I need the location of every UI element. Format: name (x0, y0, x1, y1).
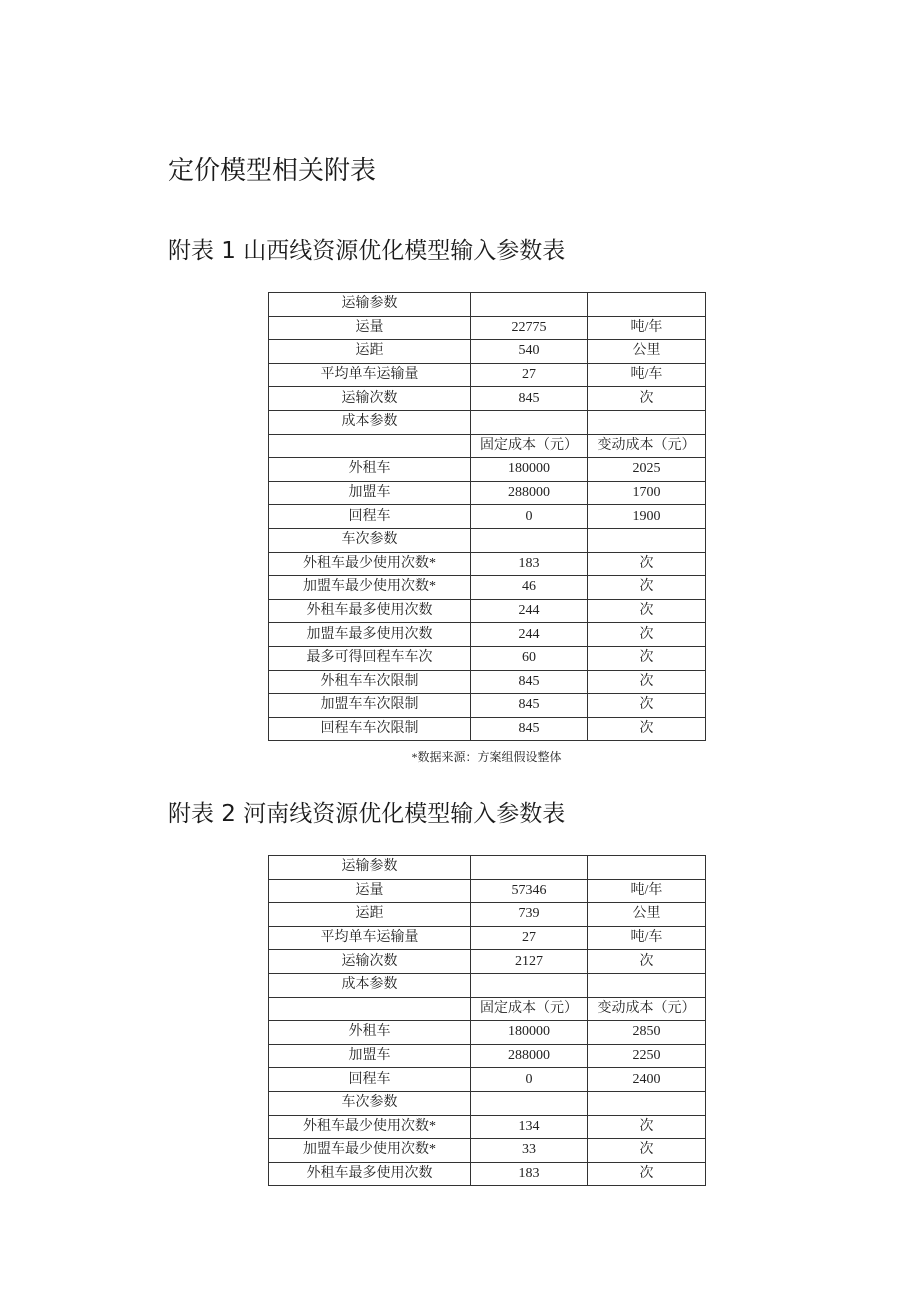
table-row (269, 576, 706, 600)
parameter-name-cell: 回程车 (269, 1068, 471, 1092)
unit-cell (588, 293, 706, 317)
value-cell: 27 (471, 926, 588, 950)
table-row (269, 623, 706, 647)
table-row (269, 505, 706, 529)
table-row (269, 528, 706, 552)
table-row (269, 694, 706, 718)
table-row (269, 1139, 706, 1163)
table-2-title: 附表 2 河南线资源优化模型输入参数表 (168, 801, 566, 827)
parameter-name-cell: 外租车 (269, 458, 471, 482)
parameter-name-cell: 运输参数 (269, 856, 471, 880)
unit-cell: 吨/年 (588, 316, 706, 340)
table-row (269, 552, 706, 576)
parameter-name-cell: 运输次数 (269, 950, 471, 974)
unit-cell: 次 (588, 387, 706, 411)
parameter-name-cell: 运距 (269, 903, 471, 927)
parameter-name-cell: 外租车车次限制 (269, 670, 471, 694)
table-row (269, 1162, 706, 1186)
unit-cell: 次 (588, 1139, 706, 1163)
parameter-name-cell (269, 997, 471, 1021)
value-cell: 288000 (471, 481, 588, 505)
value-cell: 0 (471, 1068, 588, 1092)
unit-cell: 次 (588, 623, 706, 647)
parameter-name-cell: 加盟车最多使用次数 (269, 623, 471, 647)
value-cell: 33 (471, 1139, 588, 1163)
table-row (269, 458, 706, 482)
table-row (269, 997, 706, 1021)
table-row (269, 363, 706, 387)
parameter-name-cell: 运量 (269, 316, 471, 340)
table-row (269, 1021, 706, 1045)
unit-cell: 次 (588, 670, 706, 694)
parameter-name-cell: 外租车最少使用次数* (269, 552, 471, 576)
parameter-name-cell: 加盟车 (269, 481, 471, 505)
value-cell: 845 (471, 717, 588, 741)
table-row (269, 599, 706, 623)
unit-cell: 2250 (588, 1044, 706, 1068)
table-row (269, 1115, 706, 1139)
value-cell (471, 973, 588, 997)
unit-cell: 吨/年 (588, 879, 706, 903)
table-row (269, 973, 706, 997)
value-cell: 845 (471, 694, 588, 718)
value-cell: 46 (471, 576, 588, 600)
value-cell: 134 (471, 1115, 588, 1139)
unit-cell: 变动成本（元） (588, 434, 706, 458)
table-row (269, 1091, 706, 1115)
unit-cell: 次 (588, 646, 706, 670)
value-cell (471, 528, 588, 552)
table-row (269, 879, 706, 903)
parameter-name-cell: 最多可得回程车车次 (269, 646, 471, 670)
unit-cell: 次 (588, 576, 706, 600)
parameter-name-cell: 平均单车运输量 (269, 363, 471, 387)
unit-cell: 吨/车 (588, 363, 706, 387)
parameter-name-cell: 加盟车最少使用次数* (269, 1139, 471, 1163)
table-row (269, 670, 706, 694)
henan-parameter-table (268, 855, 706, 1186)
unit-cell: 次 (588, 717, 706, 741)
parameter-name-cell: 成本参数 (269, 410, 471, 434)
table-row (269, 646, 706, 670)
unit-cell: 次 (588, 1162, 706, 1186)
value-cell: 540 (471, 340, 588, 364)
value-cell: 244 (471, 599, 588, 623)
unit-cell: 吨/车 (588, 926, 706, 950)
table-row (269, 481, 706, 505)
unit-cell: 公里 (588, 903, 706, 927)
unit-cell: 变动成本（元） (588, 997, 706, 1021)
unit-cell (588, 856, 706, 880)
table-row (269, 434, 706, 458)
unit-cell: 次 (588, 1115, 706, 1139)
parameter-name-cell: 运输参数 (269, 293, 471, 317)
page-title: 定价模型相关附表 (168, 156, 377, 186)
shanxi-parameter-table (268, 292, 706, 741)
unit-cell: 2025 (588, 458, 706, 482)
table-row (269, 717, 706, 741)
table-row (269, 410, 706, 434)
parameter-name-cell: 平均单车运输量 (269, 926, 471, 950)
value-cell: 845 (471, 670, 588, 694)
value-cell: 60 (471, 646, 588, 670)
parameter-name-cell: 回程车 (269, 505, 471, 529)
unit-cell: 次 (588, 694, 706, 718)
unit-cell (588, 410, 706, 434)
parameter-name-cell: 运距 (269, 340, 471, 364)
unit-cell (588, 528, 706, 552)
table-row (269, 856, 706, 880)
parameter-name-cell: 运量 (269, 879, 471, 903)
unit-cell (588, 1091, 706, 1115)
value-cell: 183 (471, 1162, 588, 1186)
value-cell: 180000 (471, 458, 588, 482)
parameter-name-cell: 外租车最多使用次数 (269, 599, 471, 623)
value-cell: 0 (471, 505, 588, 529)
value-cell: 22775 (471, 316, 588, 340)
value-cell: 845 (471, 387, 588, 411)
table-row (269, 950, 706, 974)
parameter-name-cell: 运输次数 (269, 387, 471, 411)
unit-cell: 次 (588, 599, 706, 623)
parameter-name-cell: 成本参数 (269, 973, 471, 997)
parameter-name-cell: 加盟车 (269, 1044, 471, 1068)
value-cell: 固定成本（元） (471, 434, 588, 458)
value-cell: 183 (471, 552, 588, 576)
value-cell: 244 (471, 623, 588, 647)
table-row (269, 903, 706, 927)
unit-cell: 1900 (588, 505, 706, 529)
table-row (269, 1068, 706, 1092)
unit-cell: 次 (588, 950, 706, 974)
value-cell (471, 856, 588, 880)
value-cell: 288000 (471, 1044, 588, 1068)
value-cell (471, 410, 588, 434)
value-cell (471, 1091, 588, 1115)
value-cell: 57346 (471, 879, 588, 903)
parameter-name-cell: 回程车车次限制 (269, 717, 471, 741)
value-cell: 固定成本（元） (471, 997, 588, 1021)
unit-cell: 次 (588, 552, 706, 576)
value-cell: 739 (471, 903, 588, 927)
table-row (269, 926, 706, 950)
unit-cell: 2400 (588, 1068, 706, 1092)
value-cell: 2127 (471, 950, 588, 974)
value-cell: 180000 (471, 1021, 588, 1045)
unit-cell: 1700 (588, 481, 706, 505)
unit-cell: 公里 (588, 340, 706, 364)
unit-cell: 2850 (588, 1021, 706, 1045)
parameter-name-cell: 外租车最少使用次数* (269, 1115, 471, 1139)
parameter-name-cell: 外租车 (269, 1021, 471, 1045)
table-row (269, 387, 706, 411)
parameter-name-cell: 车次参数 (269, 1091, 471, 1115)
parameter-name-cell (269, 434, 471, 458)
table-1-title: 附表 1 山西线资源优化模型输入参数表 (168, 238, 566, 264)
table-row (269, 1044, 706, 1068)
parameter-name-cell: 加盟车车次限制 (269, 694, 471, 718)
table-row (269, 293, 706, 317)
table-row (269, 316, 706, 340)
table-row (269, 340, 706, 364)
data-source-note: *数据来源：方案组假设整体 (411, 750, 562, 764)
value-cell (471, 293, 588, 317)
value-cell: 27 (471, 363, 588, 387)
parameter-name-cell: 车次参数 (269, 528, 471, 552)
unit-cell (588, 973, 706, 997)
parameter-name-cell: 外租车最多使用次数 (269, 1162, 471, 1186)
parameter-name-cell: 加盟车最少使用次数* (269, 576, 471, 600)
